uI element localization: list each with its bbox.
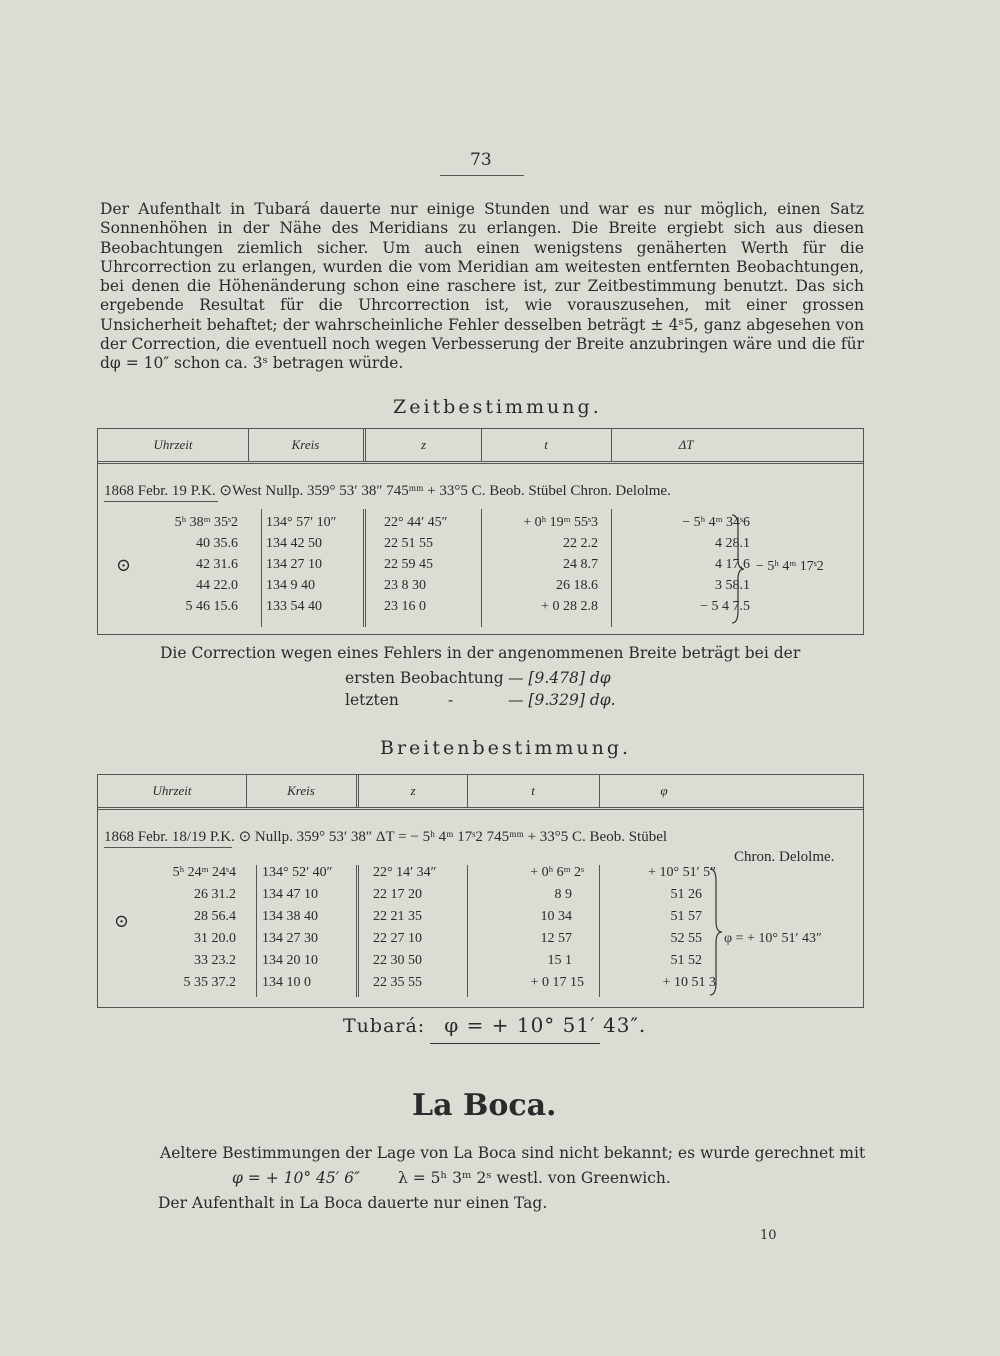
- zeit-table-header: [98, 429, 863, 464]
- header-t: t: [544, 437, 548, 452]
- cell-kreis: 134 27 10: [266, 557, 322, 572]
- laboca-line-3: Der Aufenthalt in La Boca dauerte nur einen Tag.: [158, 1194, 548, 1212]
- cell-z: 22° 44′ 45″: [384, 515, 448, 530]
- cell-phi: 51 26: [670, 887, 702, 902]
- cell-phi: + 10° 51′ 5″: [648, 865, 716, 880]
- header-kreis: Kreis: [291, 437, 320, 452]
- column-divider: [363, 509, 366, 627]
- cell-z: 23 16 0: [384, 599, 426, 614]
- cell-phi: 51 57: [670, 909, 702, 924]
- result-line: [343, 1013, 646, 1037]
- header-z: z: [410, 783, 416, 798]
- correction-last-value: — [9.329] dφ.: [508, 691, 616, 709]
- result-value: φ = + 10° 51′ 43″.: [444, 1013, 647, 1037]
- cell-t: + 0 17 15: [530, 975, 584, 990]
- cell-t: 22 2.2: [563, 536, 598, 551]
- correction-last-dash: -: [448, 691, 454, 709]
- cell-delta-t: 3 58.1: [715, 578, 750, 593]
- cell-z: 22 21 35: [373, 909, 422, 924]
- breite-table-header: [98, 775, 863, 810]
- breite-date-line-2: Chron. Delolme.: [734, 849, 835, 865]
- cell-t: 15 1: [547, 953, 572, 968]
- cell-kreis: 134 38 40: [262, 909, 318, 924]
- cell-uhrzeit: 5 46 15.6: [185, 599, 238, 614]
- right-brace: [730, 513, 746, 625]
- sun-symbol: ⊙: [116, 555, 132, 575]
- sheet-number: 10: [760, 1228, 777, 1243]
- cell-uhrzeit: 33 23.2: [194, 953, 236, 968]
- cell-kreis: 134 47 10: [262, 887, 318, 902]
- cell-t: 8 9: [554, 887, 572, 902]
- cell-delta-t: − 5 4 7.5: [700, 599, 750, 614]
- laboca-line-1: Aeltere Bestimmungen der Lage von La Boca sind nicht bekannt; es wurde gerechnet mit: [160, 1144, 866, 1162]
- cell-uhrzeit: 28 56.4: [194, 909, 236, 924]
- page-number: 73: [470, 150, 492, 170]
- cell-uhrzeit: 5 35 37.2: [183, 975, 236, 990]
- result-label: Tubará:: [343, 1015, 426, 1037]
- zeit-table: [97, 428, 864, 635]
- header-uhrzeit: Uhrzeit: [152, 783, 192, 798]
- header-uhrzeit: Uhrzeit: [153, 437, 193, 452]
- laboca-lambda: λ = 5ʰ 3ᵐ 2ˢ westl. von Greenwich.: [398, 1169, 671, 1187]
- cell-phi: 52 55: [670, 931, 702, 946]
- page-number-rule: [440, 175, 524, 176]
- header-delta-t: ΔT: [678, 437, 694, 452]
- cell-z: 23 8 30: [384, 578, 426, 593]
- cell-kreis: 134 27 30: [262, 931, 318, 946]
- section-title-zeitbestimmung: Zeitbestimmung.: [393, 396, 602, 418]
- date-underline: [104, 501, 218, 502]
- column-divider: [599, 865, 600, 997]
- breite-mean: φ = + 10° 51′ 43″: [724, 931, 822, 946]
- cell-z: 22° 14′ 34″: [373, 865, 437, 880]
- cell-t: 24 8.7: [563, 557, 598, 572]
- date-underline: [104, 847, 232, 848]
- result-underline: [430, 1043, 600, 1044]
- correction-intro: Die Correction wegen eines Fehlers in der angenommenen Breite beträgt bei der: [160, 644, 801, 662]
- cell-t: 10 34: [540, 909, 572, 924]
- header-z: z: [420, 437, 427, 452]
- cell-delta-t: − 5ʰ 4ᵐ 34ˢ6: [682, 515, 750, 530]
- cell-z: 22 51 55: [384, 536, 433, 551]
- column-divider: [256, 865, 257, 997]
- cell-z: 22 27 10: [373, 931, 422, 946]
- right-brace: [708, 867, 724, 997]
- breite-date-line: 1868 Febr. 18/19 P.K. ⊙ Nullp. 359° 53′ 38″ ΔT = − 5ʰ 4ᵐ 17ˢ2 745ᵐᵐ + 33°5 C. Beob. Stübel: [104, 829, 668, 845]
- cell-uhrzeit: 40 35.6: [196, 536, 238, 551]
- section-title-breitenbestimmung: Breitenbestimmung.: [380, 737, 632, 759]
- cell-z: 22 59 45: [384, 557, 433, 572]
- cell-uhrzeit: 42 31.6: [196, 557, 238, 572]
- cell-z: 22 17 20: [373, 887, 422, 902]
- cell-delta-t: 4 17.6: [715, 557, 750, 572]
- header-kreis: Kreis: [287, 783, 315, 798]
- cell-z: 22 30 50: [373, 953, 422, 968]
- cell-phi: + 10 51 3: [662, 975, 716, 990]
- correction-first-label: ersten Beobachtung: [345, 669, 504, 687]
- cell-t: + 0ʰ 19ᵐ 55ˢ3: [523, 515, 598, 530]
- cell-uhrzeit: 26 31.2: [194, 887, 236, 902]
- cell-kreis: 134 10 0: [262, 975, 311, 990]
- cell-phi: 51 52: [670, 953, 702, 968]
- cell-kreis: 134 20 10: [262, 953, 318, 968]
- cell-kreis: 134 9 40: [266, 578, 315, 593]
- cell-uhrzeit: 5ʰ 24ᵐ 24ˢ4: [172, 865, 236, 880]
- cell-uhrzeit: 5ʰ 38ᵐ 35ˢ2: [174, 515, 238, 530]
- column-divider: [481, 509, 482, 627]
- cell-z: 22 35 55: [373, 975, 422, 990]
- cell-uhrzeit: 44 22.0: [196, 578, 238, 593]
- header-phi: φ: [660, 783, 668, 798]
- cell-t: + 0ʰ 6ᵐ 2ˢ: [530, 865, 584, 880]
- cell-delta-t: 4 28.1: [715, 536, 750, 551]
- zeit-mean: − 5ʰ 4ᵐ 17ˢ2: [756, 559, 824, 574]
- intro-paragraph: Der Aufenthalt in Tubará dauerte nur einige Stunden und war es nur möglich, einen Satz Sonnenhöhen in der Nähe des Meridians zu erlangen. Die Breite ergiebt sich aus diesen Beobachtungen ziemlich sicher. Um auch einen wenigstens genäherten Werth für die Uhrcorrection zu erlangen, wurden die vom Meridian am weitesten entfernten Beobachtungen, bei denen die Höhenänderung schon eine raschere ist, zur Zeitbestimmung benutzt. Das sich ergebende Resultat für die Uhrcorrection ist, wie vorauszusehen, mit einer grossen Unsicherheit behaftet; der wahrscheinliche Fehler desselben beträgt ± 4ˢ5, ganz abgesehen von der Correction, die eventuell noch wegen Verbesserung der Breite anzubringen wäre und die für dφ = 10″ schon ca. 3ˢ betragen würde.: [100, 200, 864, 373]
- column-divider: [356, 865, 359, 997]
- correction-first-value: — [9.478] dφ: [508, 669, 611, 687]
- cell-kreis: 134° 57′ 10″: [266, 515, 337, 530]
- cell-kreis: 134° 52′ 40″: [262, 865, 333, 880]
- cell-uhrzeit: 31 20.0: [194, 931, 236, 946]
- cell-kreis: 133 54 40: [266, 599, 322, 614]
- cell-t: + 0 28 2.8: [541, 599, 598, 614]
- correction-last-label: letzten: [345, 691, 399, 709]
- column-divider: [261, 509, 262, 627]
- cell-kreis: 134 42 50: [266, 536, 322, 551]
- header-t: t: [531, 783, 535, 798]
- zeit-date-line: 1868 Febr. 19 P.K. ⊙West Nullp. 359° 53′ 38″ 745ᵐᵐ + 33°5 C. Beob. Stübel Chron. Delolme.: [104, 483, 671, 499]
- sun-symbol: ⊙: [114, 911, 130, 931]
- column-divider: [611, 509, 612, 627]
- breite-table: [97, 774, 864, 1008]
- laboca-phi: φ = + 10° 45′ 6″: [232, 1169, 360, 1187]
- heading-la-boca: La Boca.: [412, 1088, 557, 1123]
- cell-t: 26 18.6: [556, 578, 598, 593]
- column-divider: [467, 865, 468, 997]
- cell-t: 12 57: [540, 931, 572, 946]
